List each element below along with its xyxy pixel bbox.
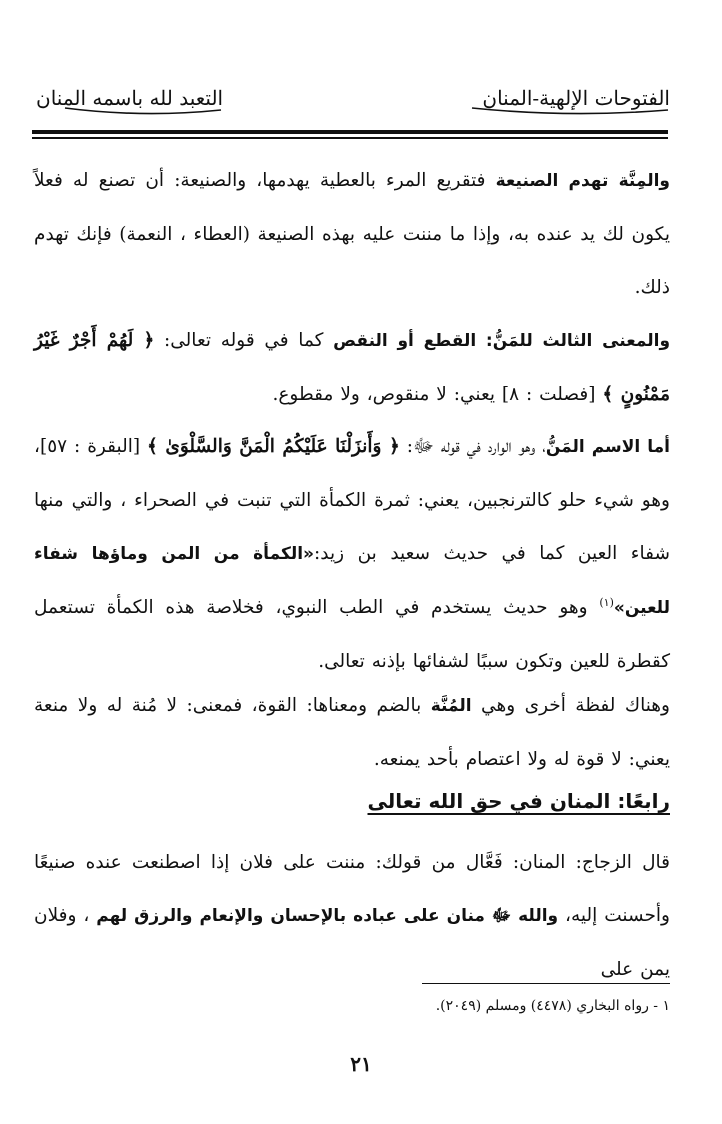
footnote-separator — [422, 983, 670, 984]
bold-phrase: والمعنى الثالث للمَنُّ: القطع أو النقص — [333, 331, 671, 351]
hadith-quote: «الكمأة من المن وماؤها شفاء للعين» — [34, 544, 670, 618]
paragraph-text: كما في قوله تعالى: — [154, 330, 334, 351]
quran-verse: ﴿ وَأَنزَلْنَا عَلَيْكُمُ الْمَنَّ وَالسَّلْوَىٰ ﴾ — [147, 436, 400, 457]
bold-phrase: والمِنَّة تهدم الصنيعة — [495, 171, 670, 191]
paragraph-mina — [34, 154, 670, 314]
running-header-book-title — [470, 84, 670, 116]
paragraph-text: وهناك لفظة أخرى وهي — [471, 695, 670, 716]
paragraph-third-meaning — [34, 314, 670, 421]
paragraph-text: قال الزجاج: المنان: فَعَّال من قولك: مننت على فلان إذا اصطنعت عنده صنيعًا وأحسنت إليه، — [34, 852, 670, 926]
footnote-text: ١ - رواه البخاري (٤٤٧٨) ومسلم (٢٠٤٩). — [435, 998, 670, 1014]
paragraph-text: ، وفلان يمن على — [34, 905, 670, 980]
page-number: ٢١ — [350, 1052, 372, 1076]
bold-phrase: أما الاسم المَنُّ — [545, 437, 670, 457]
chapter-title: التعبد لله باسمه المنان — [36, 86, 224, 110]
paragraph-text: فتقريع المرء بالعطية يهدمها، والصنيعة: أن تصنع له فعلاً يكون لك يد عنده به، وإذا ما مننت عليه بهذه الصنيعة (العطاء ، النعمة) فإنك تهدم ذلك. — [34, 170, 670, 298]
paragraph-text: ، وهو الوارد في قوله ﷻ: — [399, 436, 546, 457]
paragraph-text: [البقرة : ٥٧]، وهو شيء حلو كالترنجبين، يعني: ثمرة الكمأة التي تنبت في الصحراء ، والتي منها شفاء العين كما في حديث سعيد بن زيد: — [34, 436, 670, 564]
bold-phrase: والله ﷻ منان على عباده بالإحسان والإنعام والرزق لهم — [96, 906, 559, 926]
header-rule-thick — [32, 130, 668, 134]
paragraph-text: وهو حديث يستخدم في الطب النبوي، فخلاصة هذه الكمأة تستعمل كقطرة للعين وتكون سببًا لشفائها بإذنه تعالى. — [34, 597, 670, 672]
book-title: الفتوحات الإلهية-المنان — [482, 86, 670, 110]
footnote-reference[interactable]: (١) — [599, 595, 614, 609]
paragraph-manna-noun — [34, 420, 670, 688]
paragraph-zajjaj — [34, 836, 670, 996]
running-header-chapter-title — [36, 84, 223, 116]
bold-phrase: المُنَّة — [430, 696, 472, 716]
section-heading: رابعًا: المنان في حق الله تعالى — [367, 789, 670, 813]
header-rule-thin — [32, 137, 668, 139]
paragraph-munna — [34, 679, 670, 786]
paragraph-text: [فصلت : ٨] يعني: لا منقوص، ولا مقطوع. — [272, 384, 603, 405]
paragraph-text: بالضم ومعناها: القوة، فمعنى: لا مُنة له ولا منعة يعني: لا قوة له ولا اعتصام بأحد يمنعه. — [34, 695, 670, 770]
quran-verse: ﴿ لَهُمْ أَجْرٌ غَيْرُ مَمْنُونٍ ﴾ — [34, 330, 670, 405]
